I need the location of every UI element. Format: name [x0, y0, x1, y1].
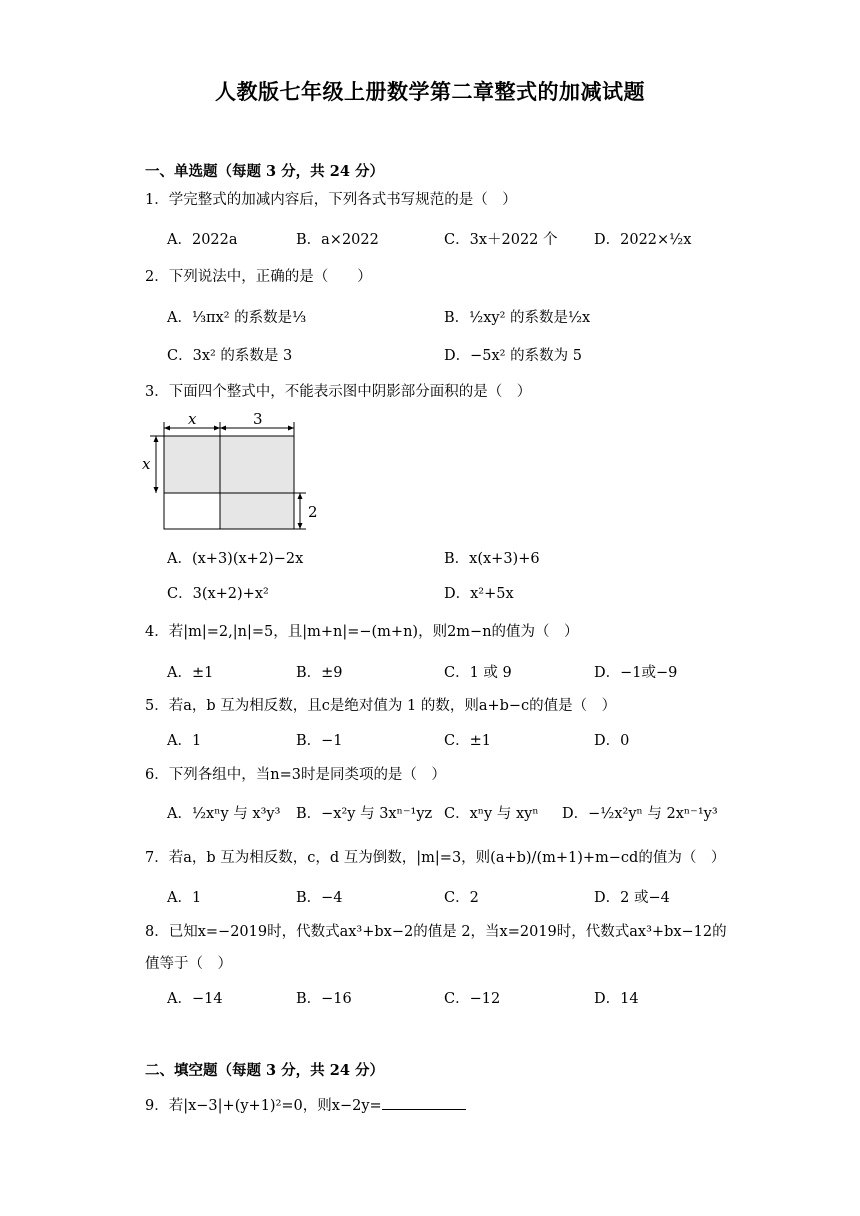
- q1-option-a: A．2022a: [167, 232, 238, 248]
- q7-option-b: B．−4: [296, 890, 343, 906]
- q7-option-c: C．2: [444, 890, 479, 906]
- q5-option-b: B．−1: [296, 733, 343, 749]
- figure-shaded-top-left: [164, 436, 220, 493]
- q3-option-a: A．(x+3)(x+2)−2x: [167, 551, 304, 567]
- question-3-stem: 3．下面四个整式中，不能表示图中阴影部分面积的是（ ）: [145, 384, 532, 400]
- question-8-stem-line-1: 8．已知x=−2019时，代数式ax³+bx−2的值是 2，当x=2019时，代数式ax³+bx−12的: [145, 924, 727, 940]
- question-2-stem: 2．下列说法中，正确的是（ ）: [145, 269, 372, 285]
- q8-option-c: C．−12: [444, 991, 501, 1007]
- question-8-stem-line-2: 值等于（ ）: [145, 956, 232, 972]
- figure-white-bottom-left: [164, 493, 220, 529]
- q1-option-d: D．2022×½x: [594, 232, 692, 248]
- q1-option-c: C．3x＋2022 个: [444, 232, 558, 248]
- q6-option-a: A．½xⁿy 与 x³y³: [167, 806, 281, 822]
- q7-option-a: A．1: [167, 890, 202, 906]
- q4-option-d: D．−1或−9: [594, 665, 678, 681]
- q3-option-b: B．x(x+3)+6: [444, 551, 540, 567]
- q6-option-c: C．xⁿy 与 xyⁿ: [444, 806, 539, 822]
- q8-option-d: D．14: [594, 991, 639, 1007]
- figure-shaded-bottom-right: [220, 493, 294, 529]
- question-9-stem: 9．若|x−3|+(y+1)²=0，则x−2y=: [145, 1098, 382, 1114]
- question-7-stem: 7．若a，b 互为相反数，c，d 互为倒数，|m|=3，则(a+b)/(m+1)+m−cd的值为（ ）: [145, 850, 726, 866]
- q3-figure: [140, 410, 320, 535]
- q4-option-c: C．1 或 9: [444, 665, 512, 681]
- section-heading-fill-in: 二、填空题（每题 3 分，共 24 分）: [145, 1062, 384, 1079]
- figure-label-top-3: 3: [253, 410, 263, 428]
- q1-option-b: B．a×2022: [296, 232, 379, 248]
- q9-answer-blank[interactable]: [382, 1095, 466, 1110]
- q3-option-d: D．x²+5x: [444, 586, 514, 602]
- figure-label-right-2: 2: [308, 503, 318, 521]
- question-4-stem: 4．若|m|=2,|n|=5，且|m+n|=−(m+n)，则2m−n的值为（ ）: [145, 624, 579, 640]
- question-5-stem: 5．若a，b 互为相反数，且c是绝对值为 1 的数，则a+b−c的值是（ ）: [145, 698, 617, 714]
- q8-option-b: B．−16: [296, 991, 352, 1007]
- section-heading-single-choice: 一、单选题（每题 3 分，共 24 分）: [145, 163, 384, 180]
- q5-option-a: A．1: [167, 733, 202, 749]
- q2-option-a: A．⅓πx² 的系数是⅓: [167, 310, 307, 326]
- question-1-stem: 1．学完整式的加减内容后，下列各式书写规范的是（ ）: [145, 192, 517, 208]
- q5-option-d: D．0: [594, 733, 630, 749]
- q4-option-a: A．±1: [167, 665, 214, 681]
- q5-option-c: C．±1: [444, 733, 491, 749]
- q7-option-d: D．2 或−4: [594, 890, 670, 906]
- figure-label-top-x: x: [188, 410, 197, 428]
- figure-shaded-top-right: [220, 436, 294, 493]
- q6-option-d: D．−½x²yⁿ 与 2xⁿ⁻¹y³: [562, 806, 718, 822]
- q3-option-c: C．3(x+2)+x²: [167, 586, 269, 602]
- question-9: [145, 1094, 466, 1115]
- q4-option-b: B．±9: [296, 665, 343, 681]
- q2-option-c: C．3x² 的系数是 3: [167, 348, 293, 364]
- figure-label-left-x: x: [142, 455, 151, 473]
- q2-option-b: B．½xy² 的系数是½x: [444, 310, 591, 326]
- question-6-stem: 6．下列各组中，当n=3时是同类项的是（ ）: [145, 767, 446, 783]
- page-title: 人教版七年级上册数学第二章整式的加减试题: [215, 79, 645, 104]
- q2-option-d: D．−5x² 的系数为 5: [444, 348, 582, 364]
- q8-option-a: A．−14: [167, 991, 223, 1007]
- q6-option-b: B．−x²y 与 3xⁿ⁻¹yz: [296, 806, 433, 822]
